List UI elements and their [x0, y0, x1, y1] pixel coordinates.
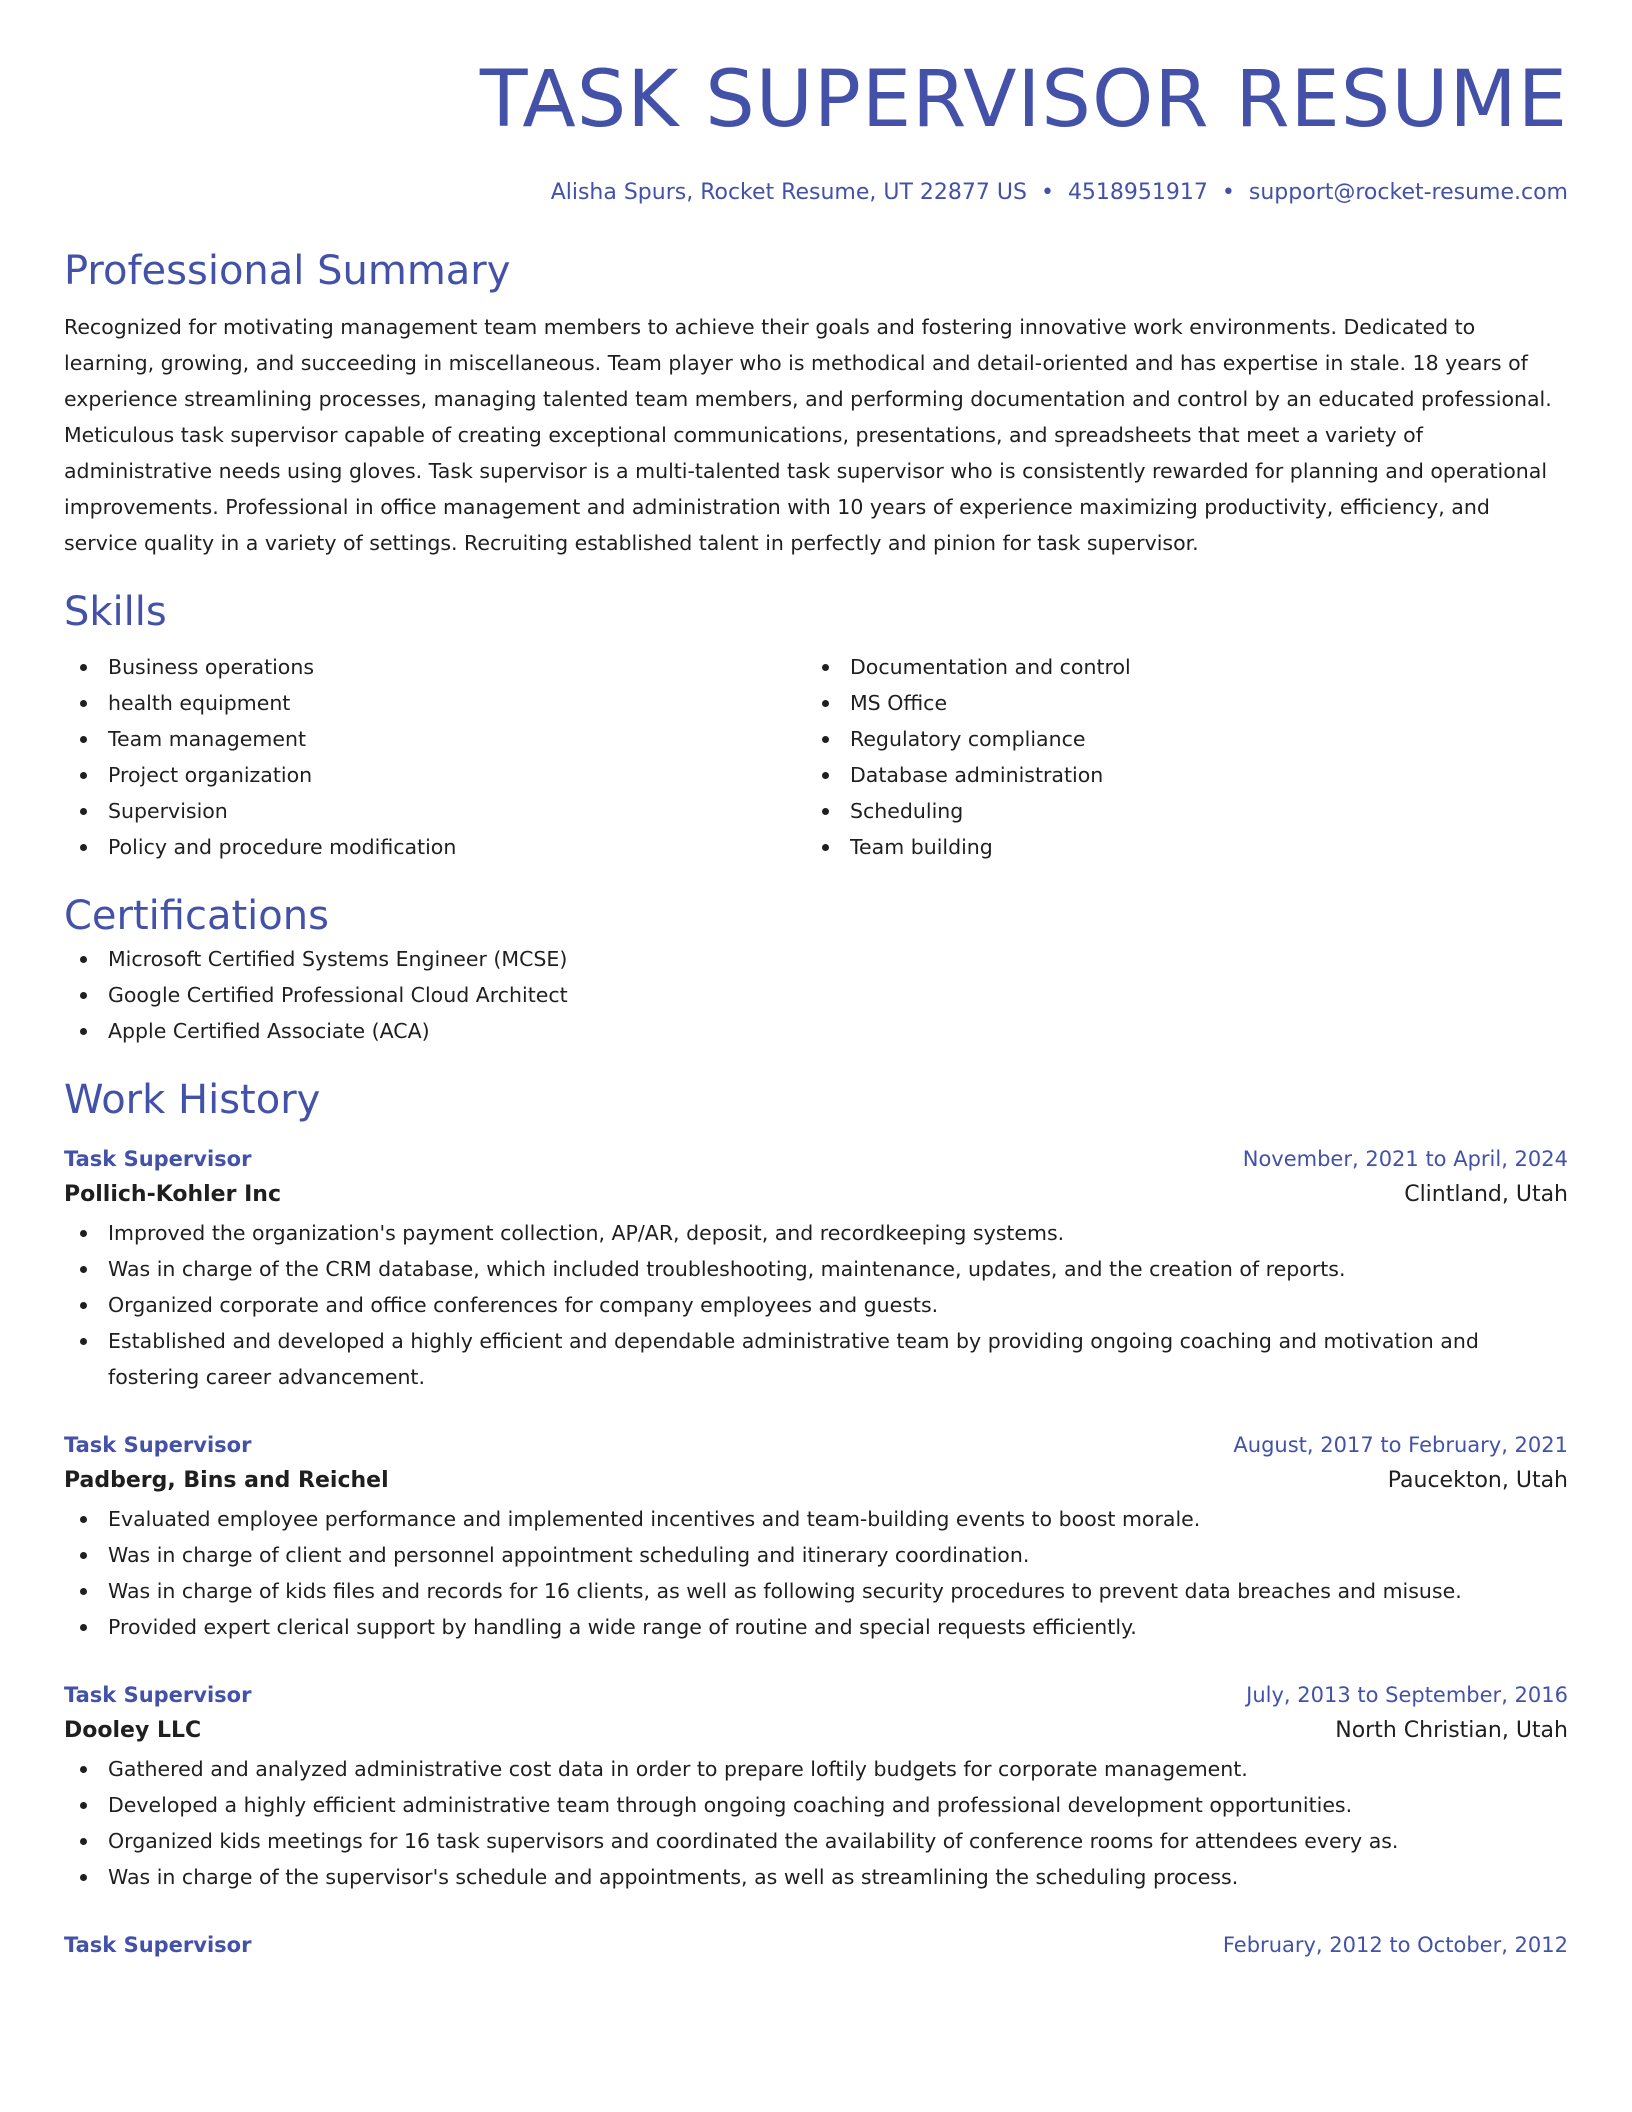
job-bullets	[64, 1751, 1568, 1895]
skills-columns	[64, 649, 1568, 865]
job-company: Dooley LLC	[64, 1718, 202, 1743]
certification-item: Apple Certified Associate (ACA)	[64, 1013, 1568, 1049]
job-bullet: Organized kids meetings for 16 task supervisors and coordinated the availability of conference rooms for attendees every as.	[64, 1823, 1568, 1859]
skill-item: Policy and procedure modification	[64, 829, 806, 865]
contact-address: Alisha Spurs, Rocket Resume, UT 22877 US	[550, 180, 1027, 205]
job-entry	[64, 1929, 1568, 1961]
resume-title: TASK SUPERVISOR RESUME	[479, 55, 1568, 145]
job-dates: July, 2013 to September, 2016	[1246, 1683, 1568, 1707]
skill-item: Scheduling	[806, 793, 1548, 829]
skill-item: Team building	[806, 829, 1548, 865]
certifications-section	[64, 891, 1568, 1049]
job-entry	[64, 1679, 1568, 1895]
contact-phone: 4518951917	[1067, 180, 1208, 205]
job-bullets	[64, 1501, 1568, 1645]
job-dates: November, 2021 to April, 2024	[1242, 1147, 1568, 1171]
certification-item: Google Certified Professional Cloud Architect	[64, 977, 1568, 1013]
job-entry	[64, 1143, 1568, 1395]
skill-item: Project organization	[64, 757, 806, 793]
job-location: Paucekton, Utah	[1387, 1468, 1568, 1493]
job-dates: August, 2017 to February, 2021	[1233, 1433, 1568, 1457]
section-heading: Professional Summary	[64, 248, 511, 294]
job-bullet: Was in charge of the supervisor's schedule and appointments, as well as streamlining the scheduling process.	[64, 1859, 1568, 1895]
section-heading: Certifications	[64, 893, 329, 939]
section-heading: Work History	[64, 1077, 321, 1123]
job-bullet: Improved the organization's payment collection, AP/AR, deposit, and recordkeeping systems.	[64, 1215, 1568, 1251]
job-bullets	[64, 1215, 1568, 1395]
work-history-section	[64, 1075, 1568, 1961]
skill-item: MS Office	[806, 685, 1548, 721]
section-heading: Skills	[64, 589, 167, 635]
skill-item: Documentation and control	[806, 649, 1548, 685]
skill-item: Regulatory compliance	[806, 721, 1548, 757]
job-bullet: Evaluated employee performance and implemented incentives and team-building events to boost morale.	[64, 1501, 1568, 1537]
job-bullet: Was in charge of the CRM database, which included troubleshooting, maintenance, updates, and the creation of reports.	[64, 1251, 1568, 1287]
job-title: Task Supervisor	[64, 1147, 252, 1171]
job-company: Pollich-Kohler Inc	[64, 1182, 281, 1207]
job-title: Task Supervisor	[64, 1683, 252, 1707]
job-bullet: Was in charge of client and personnel appointment scheduling and itinerary coordination.	[64, 1537, 1568, 1573]
certification-item: Microsoft Certified Systems Engineer (MCSE)	[64, 941, 1568, 977]
professional-summary-section	[64, 246, 1568, 561]
job-entry	[64, 1429, 1568, 1645]
job-title: Task Supervisor	[64, 1933, 252, 1957]
summary-text: Recognized for motivating management team members to achieve their goals and fostering innovative work environments. Dedicated to learning, growing, and succeeding in miscellaneous. Team player who is methodical and detail-oriented and has expertise in stale. 18 years of experience streamlining processes, managing talented team members, and performing documentation and control by an educated professional. Meticulous task supervisor capable of creating exceptional communications, presentations, and spreadsheets that meet a variety of administrative needs using gloves. Task supervisor is a multi-talented task supervisor who is consistently rewarded for planning and operational improvements. Professional in office management and administration with 10 years of experience maximizing productivity, efficiency, and service quality in a variety of settings. Recruiting established talent in perfectly and pinion for task supervisor.	[64, 315, 1552, 555]
job-bullet: Developed a highly efficient administrative team through ongoing coaching and professional development opportunities.	[64, 1787, 1568, 1823]
contact-email[interactable]: support@rocket-resume.com	[1248, 180, 1568, 205]
certifications-list	[64, 941, 1568, 1049]
skill-item: Database administration	[806, 757, 1548, 793]
job-bullet: Provided expert clerical support by handling a wide range of routine and special requests efficiently.	[64, 1609, 1568, 1645]
skill-item: Business operations	[64, 649, 806, 685]
skills-left-list	[64, 649, 806, 865]
skills-section	[64, 587, 1568, 865]
job-bullet: Organized corporate and office conferences for company employees and guests.	[64, 1287, 1568, 1323]
job-bullet: Gathered and analyzed administrative cost data in order to prepare loftily budgets for corporate management.	[64, 1751, 1568, 1787]
job-location: Clintland, Utah	[1404, 1182, 1568, 1207]
skills-right-list	[806, 649, 1548, 865]
job-dates: February, 2012 to October, 2012	[1222, 1933, 1568, 1957]
job-bullet: Established and developed a highly efficient and dependable administrative team by providing ongoing coaching and motivation and fostering career advancement.	[64, 1323, 1568, 1395]
job-bullet: Was in charge of kids files and records for 16 clients, as well as following security procedures to prevent data breaches and misuse.	[64, 1573, 1568, 1609]
job-company: Padberg, Bins and Reichel	[64, 1468, 389, 1493]
skill-item: health equipment	[64, 685, 806, 721]
contact-separator: •	[1040, 180, 1054, 205]
job-location: North Christian, Utah	[1335, 1718, 1568, 1743]
job-title: Task Supervisor	[64, 1433, 252, 1457]
contact-line	[64, 178, 1568, 208]
skill-item: Supervision	[64, 793, 806, 829]
skill-item: Team management	[64, 721, 806, 757]
contact-separator: •	[1221, 180, 1235, 205]
